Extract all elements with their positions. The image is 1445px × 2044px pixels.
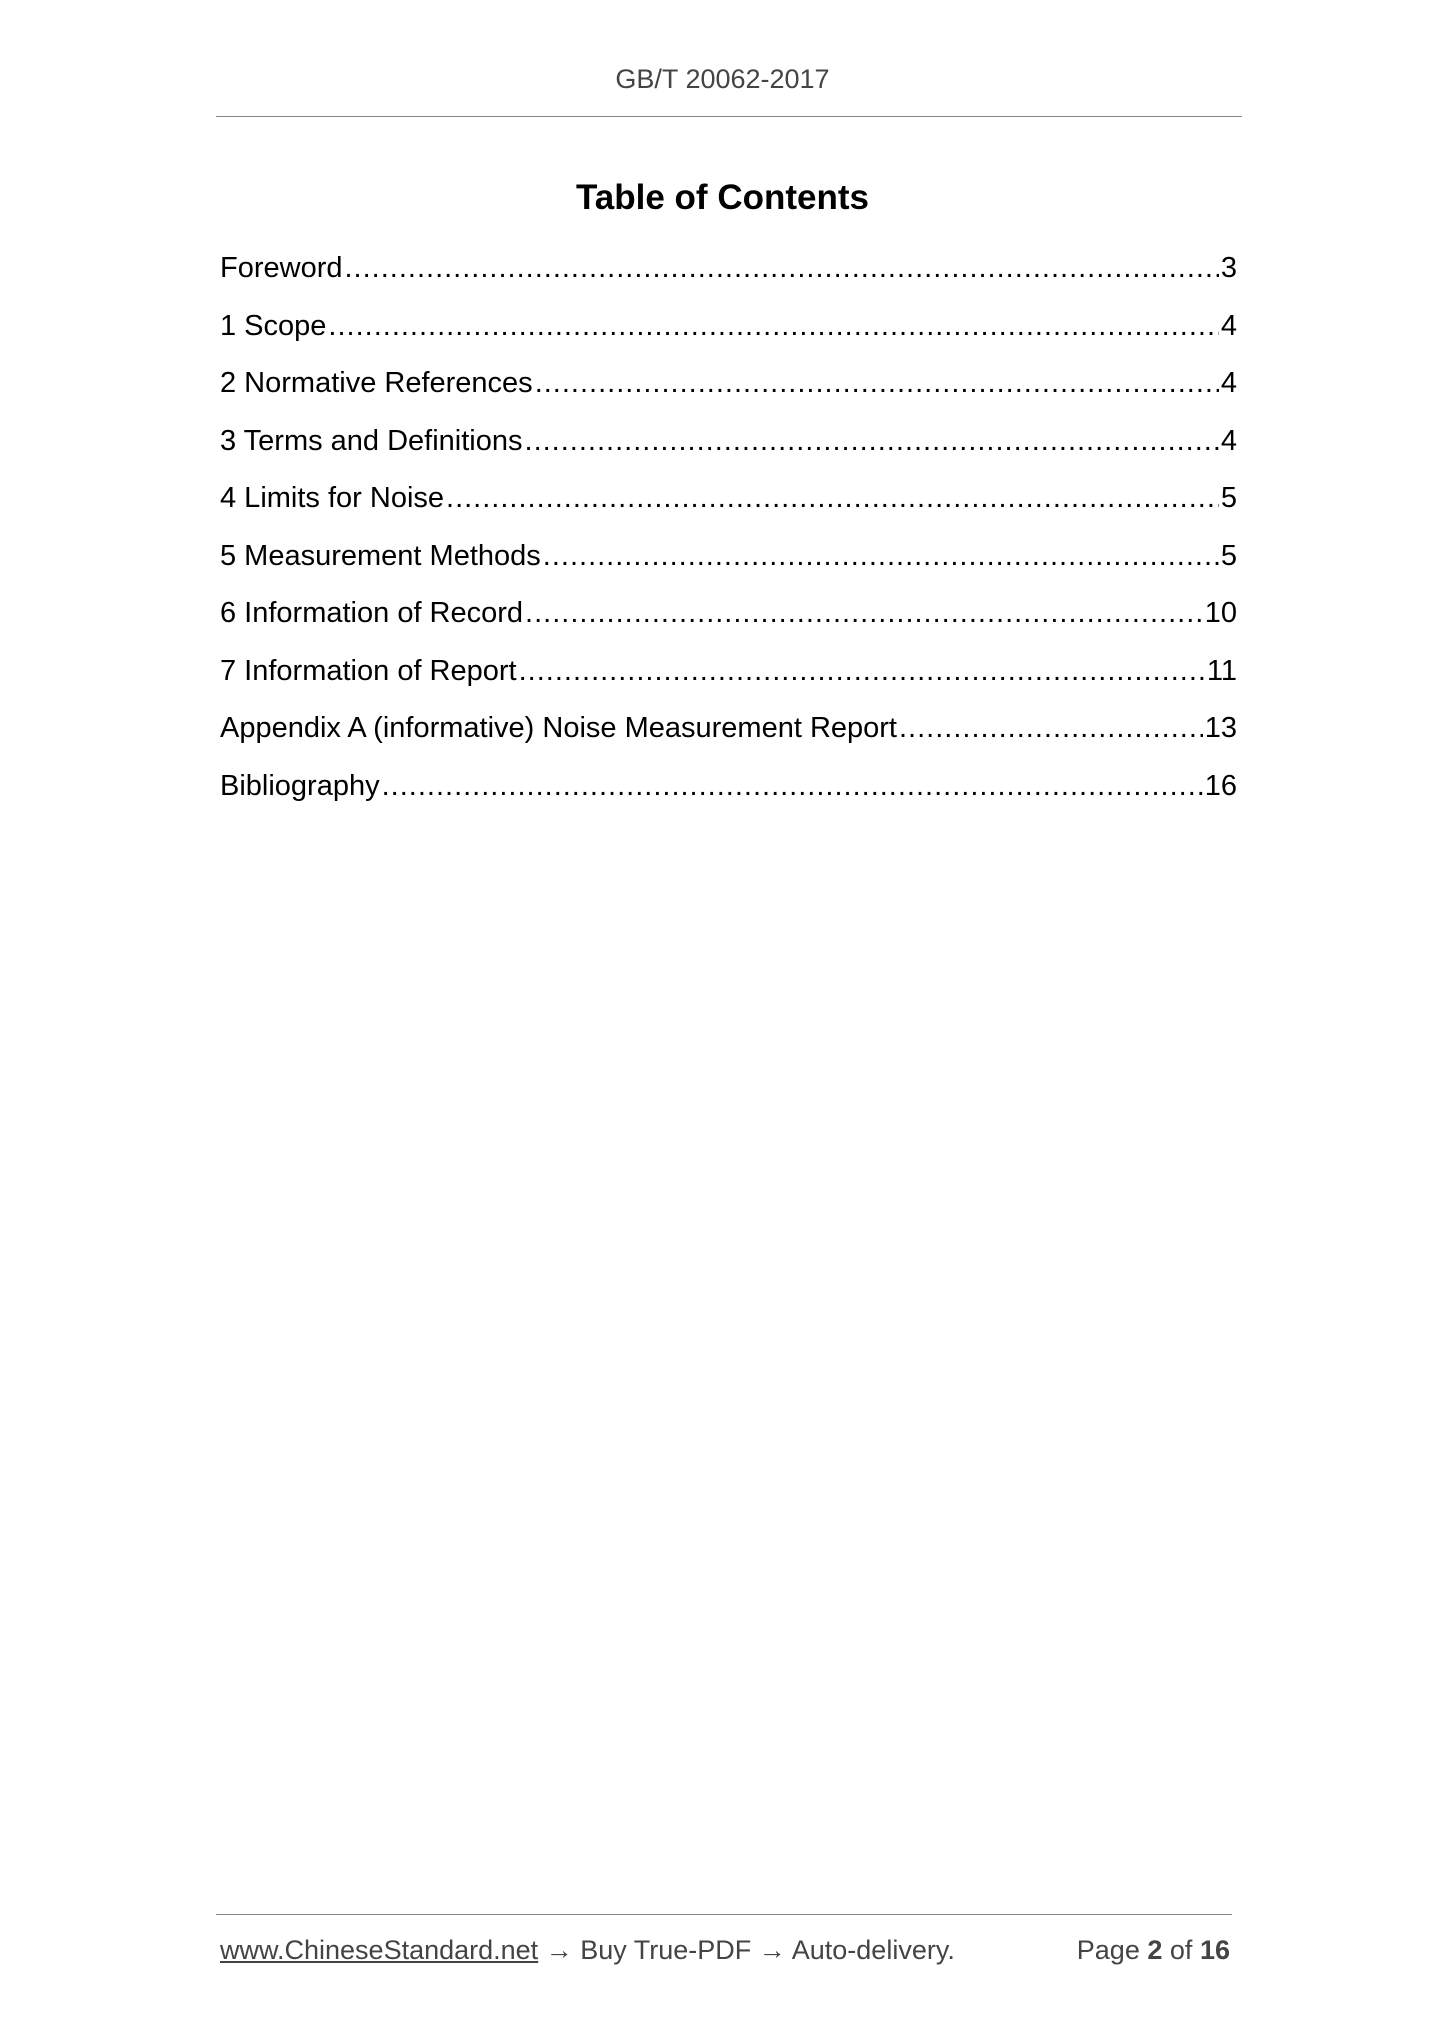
toc-entry-label: 4 Limits for Noise — [220, 482, 445, 514]
toc-entry-terms-and-definitions[interactable] — [220, 419, 1237, 477]
toc-entry-limits-for-noise[interactable] — [220, 476, 1237, 534]
toc-entry-page: 4 — [1220, 424, 1237, 457]
footer-divider — [216, 1914, 1232, 1915]
document-header-title: GB/T 20062-2017 — [615, 64, 830, 94]
toc-entry-information-of-record[interactable] — [220, 591, 1237, 649]
toc-entry-page: 3 — [1220, 252, 1237, 284]
toc-entry-label: 6 Information of Record — [220, 597, 524, 629]
toc-entry-foreword[interactable] — [220, 246, 1237, 304]
toc-entry-page: 4 — [1220, 367, 1237, 399]
header-divider — [216, 116, 1242, 117]
toc-entry-page: 5 — [1220, 482, 1237, 514]
toc-entry-scope[interactable] — [220, 304, 1237, 362]
toc-entry-page: 4 — [1220, 309, 1237, 342]
toc-entry-label: Appendix A (informative) Noise Measurement Report — [220, 712, 897, 744]
toc-title: Table of Contents — [576, 178, 869, 217]
table-of-contents — [220, 246, 1237, 821]
toc-entry-page: 13 — [1204, 712, 1237, 744]
toc-entry-label: 5 Measurement Methods — [220, 539, 541, 572]
toc-entry-page: 16 — [1204, 769, 1237, 802]
toc-entry-measurement-methods[interactable] — [220, 534, 1237, 592]
page-number — [1077, 1935, 1230, 1966]
toc-entry-page: 11 — [1206, 654, 1237, 687]
toc-dot-leader — [519, 649, 1205, 693]
toc-dot-leader — [446, 476, 1219, 520]
toc-dot-leader — [535, 361, 1219, 405]
toc-dot-leader — [382, 764, 1203, 808]
toc-entry-normative-references[interactable] — [220, 361, 1237, 419]
toc-dot-leader — [328, 304, 1218, 348]
page-total: 16 — [1199, 1935, 1230, 1965]
toc-entry-page: 10 — [1204, 597, 1237, 629]
toc-dot-leader — [345, 246, 1219, 290]
toc-entry-label: 7 Information of Report — [220, 654, 517, 687]
toc-entry-appendix-a[interactable] — [220, 706, 1237, 764]
footer-promo — [220, 1935, 955, 1966]
toc-entry-label: Bibliography — [220, 769, 380, 802]
toc-dot-leader — [525, 591, 1203, 635]
website-link[interactable]: www.ChineseStandard.net — [220, 1935, 539, 1965]
toc-dot-leader — [543, 534, 1219, 578]
toc-entry-label: 3 Terms and Definitions — [220, 424, 523, 457]
toc-dot-leader — [525, 419, 1219, 463]
toc-entry-information-of-report[interactable] — [220, 649, 1237, 707]
toc-entry-page: 5 — [1220, 539, 1237, 572]
page-current: 2 — [1147, 1935, 1163, 1965]
page-footer — [220, 1935, 1230, 1966]
toc-entry-label: 1 Scope — [220, 309, 327, 342]
footer-promo-text: → Buy True-PDF → Auto-delivery. — [545, 1935, 955, 1965]
page-of: of — [1169, 1935, 1193, 1965]
toc-dot-leader — [899, 706, 1203, 750]
toc-entry-bibliography[interactable] — [220, 764, 1237, 822]
toc-entry-label: Foreword — [220, 252, 343, 284]
toc-entry-label: 2 Normative References — [220, 367, 533, 399]
page-prefix: Page — [1076, 1935, 1140, 1965]
